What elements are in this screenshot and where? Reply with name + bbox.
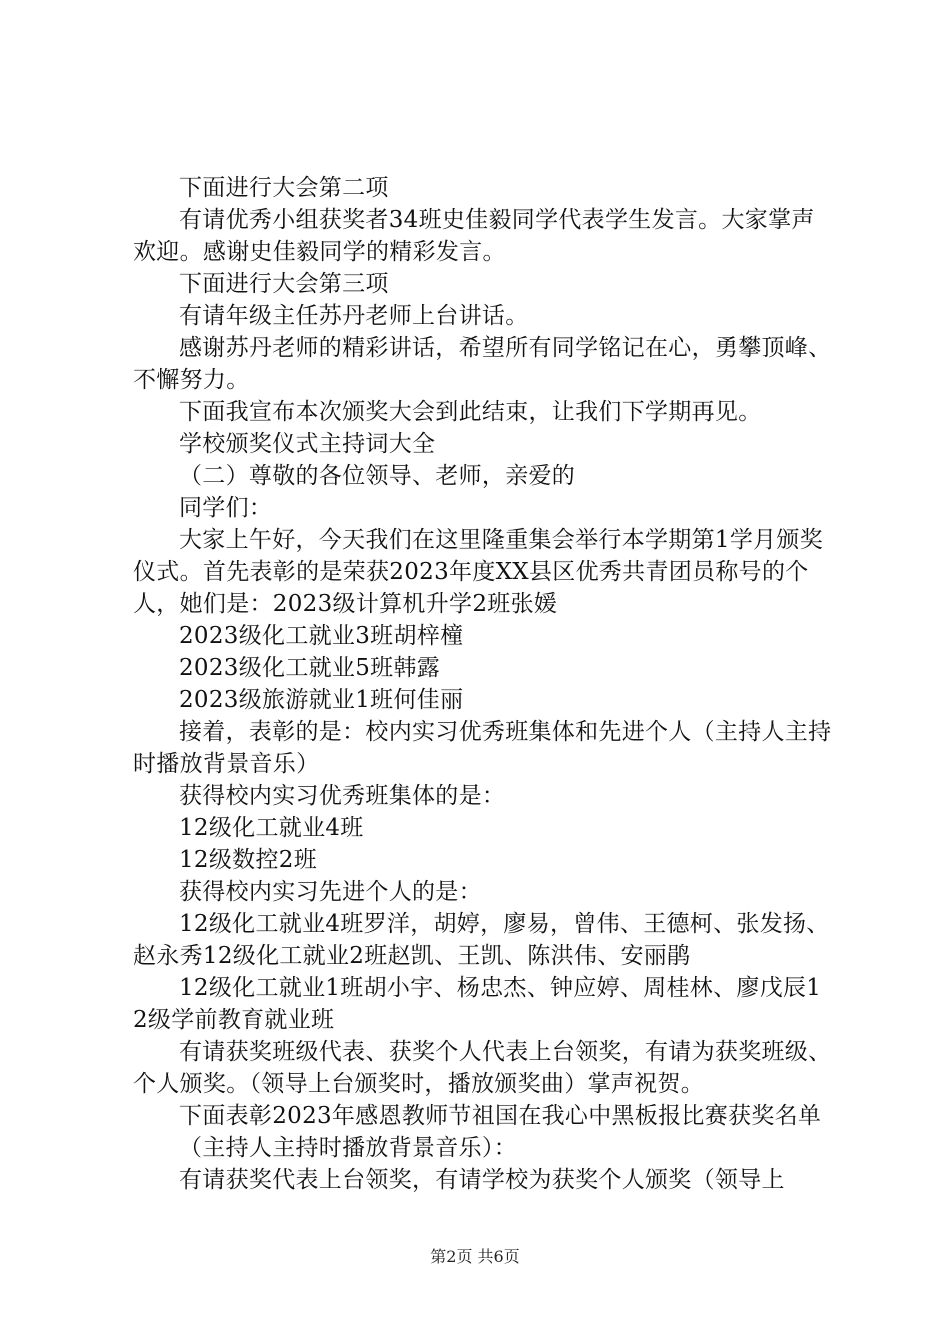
- paragraph: 下面表彰2023年感恩教师节祖国在我心中黑板报比赛获奖名单: [179, 1103, 822, 1129]
- paragraph: 有请获奖班级代表、获奖个人代表上台领奖，有请为获奖班级、个人颁奖。（领导上台颁奖时，播放颁奖曲）掌声祝贺。: [133, 1039, 832, 1097]
- paragraph: 大家上午好，今天我们在这里隆重集会举行本学期第1学月颁奖仪式。首先表彰的是荣获2023年度XX县区优秀共青团员称号的个人，她们是：2023级计算机升学2班张媛: [133, 527, 824, 617]
- paragraph: 感谢苏丹老师的精彩讲话，希望所有同学铭记在心，勇攀顶峰、不懈努力。: [133, 335, 832, 393]
- paragraph: 有请获奖代表上台领奖，有请学校为获奖个人颁奖（领导上: [179, 1167, 785, 1193]
- paragraph: 下面进行大会第二项: [179, 175, 389, 201]
- paragraph: 有请年级主任苏丹老师上台讲话。: [179, 303, 529, 329]
- list-item: 12级化工就业1班胡小宇、杨忠杰、钟应婷、周桂林、廖戊辰12级学前教育就业班: [133, 975, 822, 1033]
- paragraph: （主持人主持时播放背景音乐）：: [179, 1135, 517, 1161]
- list-item: 2023级旅游就业1班何佳丽: [179, 687, 464, 713]
- paragraph: 下面我宣布本次颁奖大会到此结束，让我们下学期再见。: [179, 399, 762, 425]
- list-item: 12级数控2班: [179, 847, 317, 873]
- section-heading: 学校颁奖仪式主持词大全: [179, 431, 436, 457]
- list-item: 12级化工就业4班罗洋，胡婷，廖易，曾伟、王德柯、张发扬、赵永秀12级化工就业2班赵凯、王凯、陈洪伟、安丽鹃: [133, 911, 830, 969]
- paragraph: 同学们：: [179, 495, 273, 521]
- paragraph: 接着，表彰的是：校内实习优秀班集体和先进个人（主持人主持时播放背景音乐）: [133, 719, 832, 777]
- list-item: 2023级化工就业5班韩露: [179, 655, 441, 681]
- list-item: 12级化工就业4班: [179, 815, 364, 841]
- paragraph: 获得校内实习优秀班集体的是：: [179, 783, 506, 809]
- document-body: [133, 172, 833, 1196]
- page-number-footer: 第2页 共6页: [430, 1247, 520, 1266]
- paragraph: （二）尊敬的各位领导、老师，亲爱的: [179, 463, 576, 489]
- paragraph: 有请优秀小组获奖者34班史佳毅同学代表学生发言。大家掌声欢迎。感谢史佳毅同学的精彩发言。: [133, 207, 815, 265]
- list-item: 2023级化工就业3班胡梓橦: [179, 623, 464, 649]
- paragraph: 获得校内实习先进个人的是：: [179, 879, 482, 905]
- paragraph: 下面进行大会第三项: [179, 271, 389, 297]
